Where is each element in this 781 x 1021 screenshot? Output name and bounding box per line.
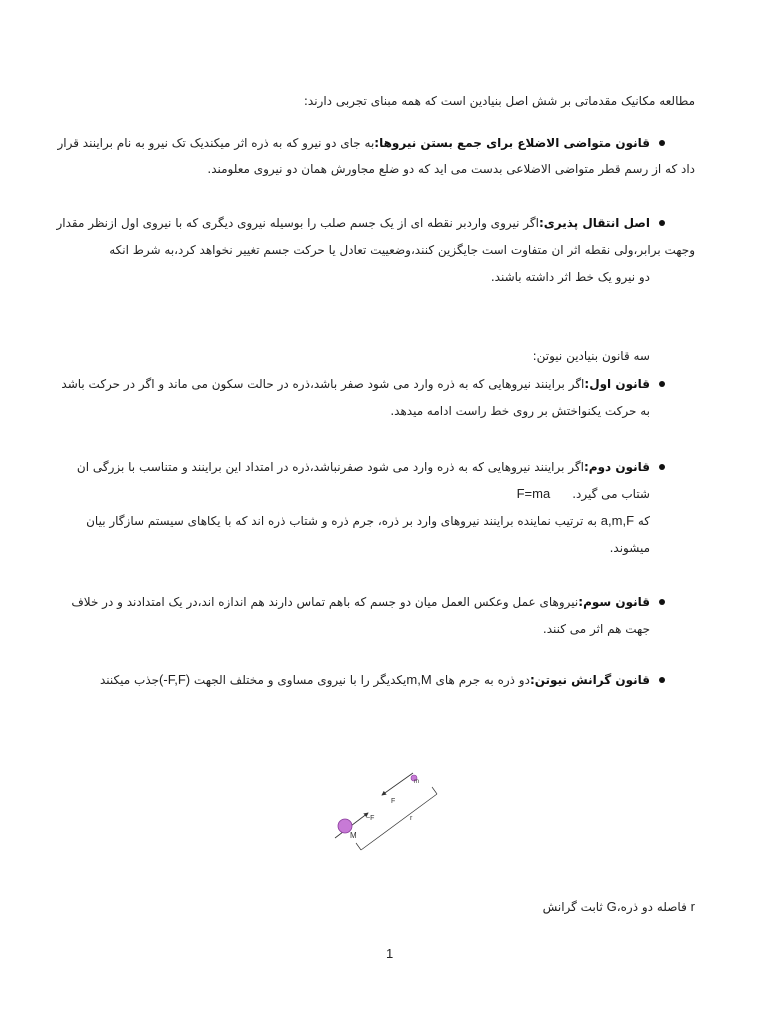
- force-label: F: [391, 798, 396, 805]
- bullet: [659, 677, 665, 683]
- principle-title: اصل انتقال پذیری:: [538, 216, 650, 230]
- law-title: قانون گرانش نیوتن:: [529, 673, 650, 687]
- formula: F=ma: [516, 486, 551, 501]
- third-law-line1: قانون سوم:نیروهای عمل وعکس العمل میان دو جسم که باهم تماس دارند هم اندازه اند،در یک امتدادند و در خلاف: [71, 595, 650, 609]
- bullet: [659, 464, 665, 470]
- bullet: [659, 381, 665, 387]
- gravitation-diagram: [330, 768, 450, 858]
- second-law-line4: میشوند.: [609, 541, 650, 555]
- bullet: [659, 599, 665, 605]
- footer-note: r فاصله دو ذره،G ثابت گرانش: [542, 899, 695, 914]
- newton-heading: سه قانون بنیادین نیوتن:: [532, 349, 650, 363]
- bullet: [659, 220, 665, 226]
- principle-parallelogram-line1: قانون متواضی الاضلاع برای جمع بستن نیروها:به جای دو نیرو که به ذره اثر میکندیک تک نیرو به نام براینند قرار: [57, 136, 650, 150]
- law-title: قانون سوم:: [578, 595, 650, 609]
- variables: a,m,F: [600, 513, 635, 528]
- principle-title: قانون متواضی الاضلاع برای جمع بستن نیروها:: [374, 136, 650, 150]
- neg-force-label: −F: [366, 815, 375, 822]
- second-law-line1: قانون دوم:اگر براینند نیروهایی که به ذره وارد می شود صفرنباشد،ذره در امتداد این براینند و متناسب با بزرگی ان: [76, 460, 650, 474]
- page-number: 1: [386, 946, 394, 961]
- bullet: [659, 140, 665, 146]
- first-law-line1: قانون اول:اگر براینند نیروهایی که به ذره وارد می شود صفر باشد،ذره در حالت سکون می ماند و اگر در حرکت باشد: [61, 377, 650, 391]
- second-law-line3: که a,m,F به ترتیب نماینده براینند نیروهای وارد بر ذره، جرم ذره و شتاب ذره اند که با یکاهای سیستم سازگار بیان: [86, 513, 650, 528]
- first-law-line2: به حرکت یکنواختش بر روی خط راست ادامه میدهد.: [390, 404, 650, 418]
- principle-parallelogram-line2: داد که از رسم قطر متواضی الاضلاعی بدست می اید که دو ضلع مجاورش همان دو نیروی معلومند.: [207, 162, 695, 176]
- small-mass-label: m: [414, 779, 419, 785]
- principle-transmissibility-line2: وجهت برابر،ولی نقطه اثر ان متفاوت است جایگزین کنند،وضعییت تعادل یا حرکت جسم تغییر نخواهد کرد،به شرط انکه: [109, 243, 695, 257]
- variables: (-F,F): [159, 672, 191, 687]
- distance-line: [361, 794, 437, 850]
- third-law-line2: جهت هم اثر می کنند.: [542, 622, 650, 636]
- principle-transmissibility-line1: اصل انتقال پذیری:اگر نیروی واردبر نقطه ای از یک جسم صلب را بوسیله نیروی دیگری که با نیروی اول ازنظر مقدار: [56, 216, 650, 230]
- principle-transmissibility-line3: دو نیرو یک خط اثر داشته باشند.: [490, 270, 650, 284]
- big-mass-label: M: [350, 831, 357, 840]
- force-arrow: [382, 773, 413, 795]
- gravity-law-line: قانون گرانش نیوتن:دو ذره به جرم های m,Mیکدیگر را با نیروی مساوی و مختلف الجهت (-F,F)جذب میکنند: [100, 672, 650, 687]
- distance-label: r: [410, 815, 413, 822]
- law-title: قانون دوم:: [583, 460, 650, 474]
- variables: m,M: [406, 672, 432, 687]
- second-law-line2: شتاب می گیرد.F=ma: [516, 486, 650, 501]
- law-title: قانون اول:: [584, 377, 650, 391]
- intro-paragraph: مطالعه مکانیک مقدماتی بر شش اصل بنیادین است که همه مبنای تجربی دارند:: [303, 94, 695, 108]
